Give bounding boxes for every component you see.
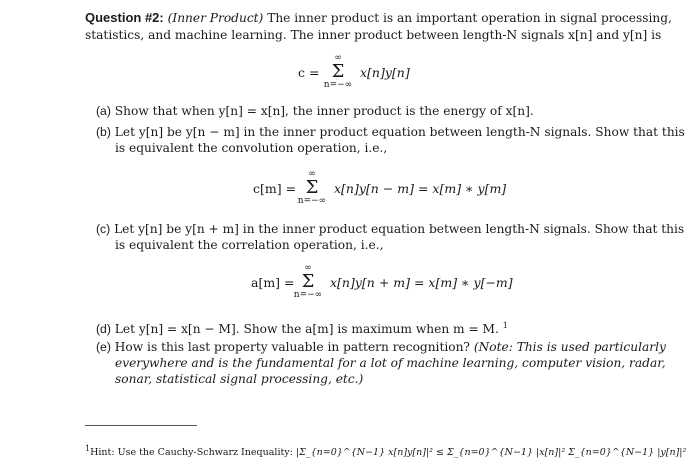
part-b-text-2: is equivalent the convolution operation, i.e.,: [115, 141, 388, 155]
part-e-text-1b: (Note: This is used particularly: [473, 340, 666, 354]
eq-main-rhs: x[n]y[n]: [360, 65, 410, 80]
part-c-text-1: Let y[n] be y[n + m] in the inner product equation between length-N signals. Show that this: [114, 222, 685, 236]
intro-text-1: The inner product is an important operation in signal processing,: [267, 11, 672, 25]
part-d-label: (d): [96, 322, 111, 337]
eq-b-sigma: Σ: [305, 177, 319, 198]
part-b-label: (b): [96, 125, 111, 139]
eq-main-lhs: c =: [298, 65, 320, 80]
question-number: Question #2:: [85, 10, 164, 25]
question-topic: (Inner Product): [167, 11, 264, 25]
part-e-label: (e): [96, 340, 111, 354]
footnote-divider: [85, 425, 197, 426]
part-a: [96, 103, 534, 119]
eq-c-lhs: a[m] =: [251, 275, 295, 290]
eq-main-sum-bottom: n=−∞: [323, 80, 353, 90]
eq-b-sum-top: ∞: [308, 169, 316, 179]
intro-text-2: statistics, and machine learning. The inner product between length-N signals x[n] and y[n] is: [85, 28, 662, 42]
footnote-text: Hint: Use the Cauchy-Schwarz Inequality:: [90, 447, 293, 459]
footnote: [85, 444, 686, 458]
part-d-text: Let y[n] = x[n − M]. Show the a[m] is maximum when m = M.: [114, 322, 499, 337]
eq-c-sum-bottom: n=−∞: [293, 290, 323, 300]
part-d: [96, 318, 508, 337]
eq-main-sum: [318, 54, 358, 90]
footnote-ref: 1: [502, 321, 508, 330]
footnote-formula: |Σ_{n=0}^{N−1} x[n]y[n]|² ≤ Σ_{n=0}^{N−1} |x[n]|² Σ_{n=0}^{N−1} |y[n]|²: [295, 447, 687, 459]
part-b-line1: [96, 124, 685, 140]
eq-b-rhs: x[n]y[n − m] = x[m] ∗ y[m]: [334, 181, 507, 196]
part-c-text-2: is equivalent the correlation operation, i.e.,: [115, 238, 384, 252]
footnote-mark: 1: [85, 444, 91, 453]
eq-c-sigma: Σ: [301, 271, 315, 292]
part-a-label: (a): [96, 104, 111, 118]
eq-main-sum-top: ∞: [334, 53, 342, 63]
part-c-label: (c): [96, 222, 111, 236]
part-b-text-1: Let y[n] be y[n − m] in the inner product equation between length-N signals. Show that this: [114, 125, 685, 139]
eq-c-sum: [288, 264, 328, 300]
part-c-line1: [96, 221, 684, 237]
eq-c-rhs: x[n]y[n + m] = x[m] ∗ y[−m]: [330, 275, 513, 290]
eq-b-lhs: c[m] =: [253, 181, 297, 196]
part-e-text-3: sonar, statistical signal processing, etc.): [115, 372, 364, 386]
eq-b-sum: [292, 170, 332, 206]
part-a-text: Show that when y[n] = x[n], the inner product is the energy of x[n].: [114, 104, 534, 118]
part-e-text-1a: How is this last property valuable in pattern recognition?: [114, 340, 470, 354]
eq-main-sigma: Σ: [331, 61, 345, 82]
eq-b-sum-bottom: n=−∞: [297, 196, 327, 206]
question-intro-line1: [85, 10, 672, 26]
part-e-text-2: everywhere and is the fundamental for a lot of machine learning, computer vision, radar,: [115, 356, 666, 370]
part-e-line1: [96, 339, 666, 355]
eq-c-sum-top: ∞: [304, 263, 312, 273]
